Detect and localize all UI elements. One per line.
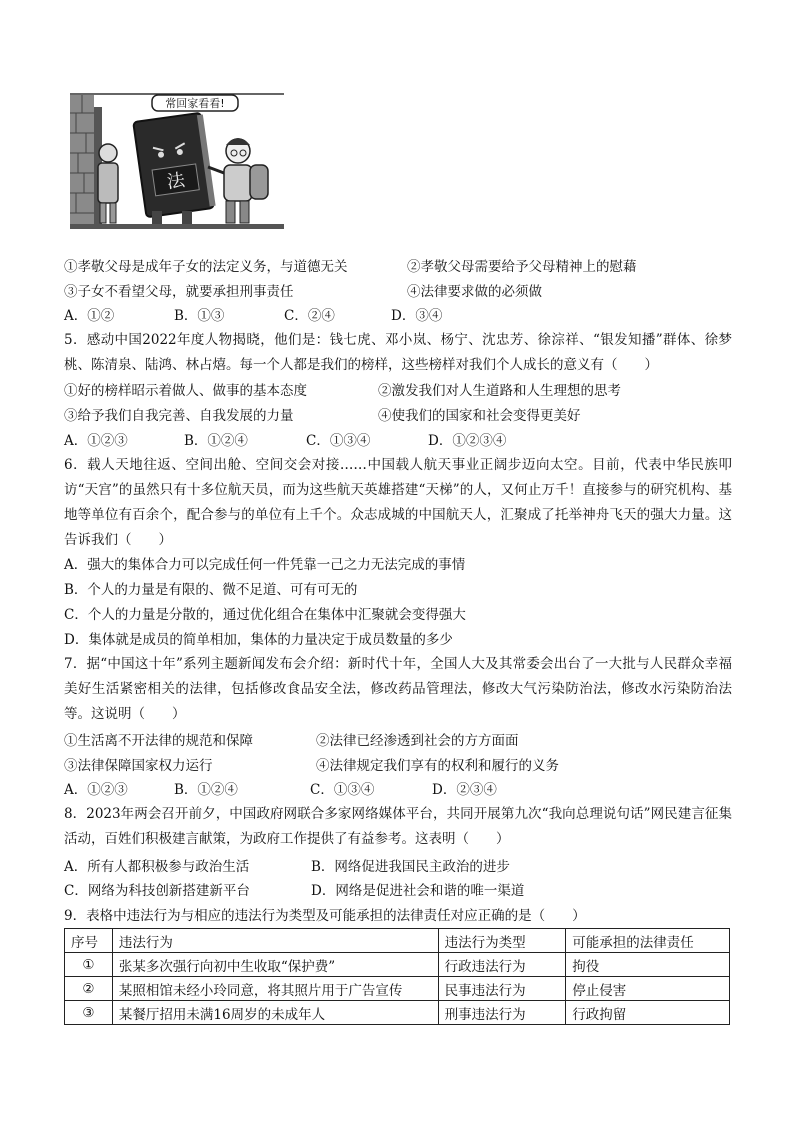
table-cell: 张某多次强行向初中生收取“保护费”	[112, 953, 438, 977]
q5-options	[64, 432, 506, 450]
q8-option-c[interactable]: C．网络为科技创新搭建新平台	[64, 883, 250, 899]
q7-item-1: ①生活离不开法律的规范和保障	[64, 733, 253, 749]
q7-option-a[interactable]: A．①②③	[64, 782, 128, 798]
q7-item-4: ④法律规定我们享有的权利和履行的义务	[316, 758, 559, 774]
q6-stem: 6．载人天地往返、空间出舱、空间交会对接……中国载人航天事业正阔步迈向太空。目前，代表中华民族叩访“天宫”的虽然只有十多位航天员，而为这些航天英雄搭建“天梯”的人，又何止万千！直接参与的研究机构、基地等单位有百余个，配合参与的单位有上千个。众志成城的中国航天人，汇聚成了托举神舟飞天的强大力量。这告诉我们（ ）	[64, 457, 732, 548]
table-header-cell: 序号	[65, 929, 113, 953]
q4-item-3: ③子女不看望父母，就要承担刑事责任	[64, 284, 294, 300]
cartoon-speech-text: 常回家看看!	[165, 97, 225, 110]
table-cell: 民事违法行为	[438, 977, 566, 1001]
q5-item-1: ①好的榜样昭示着做人、做事的基本态度	[64, 383, 307, 399]
q7-option-c[interactable]: C．①③④	[310, 782, 375, 798]
table-header-cell: 违法行为	[112, 929, 438, 953]
cartoon-illustration	[70, 93, 284, 229]
q7-stem: 7．据“中国这十年”系列主题新闻发布会介绍：新时代十年，全国人大及其常委会出台了一大批与人民群众幸福美好生活紧密相关的法律，包括修改食品安全法，修改药品管理法，修改大气污染防治法，修改水污染防治法等。这说明（ ）	[64, 656, 732, 722]
q4-item-4: ④法律要求做的必须做	[407, 284, 542, 300]
table-cell: 行政违法行为	[438, 953, 566, 977]
table-header-cell: 可能承担的法律责任	[566, 929, 730, 953]
table-cell: ③	[65, 1001, 113, 1025]
cartoon-book-label: 法	[165, 169, 187, 194]
q7-item-3: ③法律保障国家权力运行	[64, 758, 213, 774]
table-header-row	[65, 929, 730, 953]
q4-item-2: ②孝敬父母需要给予父母精神上的慰藉	[407, 259, 637, 275]
q5-item-4: ④使我们的国家和社会变得更美好	[378, 408, 581, 424]
q4-option-a[interactable]: A．①②	[64, 308, 115, 324]
table-cell: 停止侵害	[566, 977, 730, 1001]
q5-option-a[interactable]: A．①②③	[64, 433, 128, 449]
q9-stem: 9．表格中违法行为与相应的违法行为类型及可能承担的法律责任对应正确的是（ ）	[64, 908, 586, 924]
q5-stem: 5．感动中国2022年度人物揭晓，他们是：钱七虎、邓小岚、杨宁、沈忠芳、徐淙祥、“银发知播”群体、徐梦桃、陈清泉、陆鸿、林占熺。每一个人都是我们的榜样，这些榜样对我们个人成长的意义有（ ）	[64, 332, 732, 373]
table-header-cell: 违法行为类型	[438, 929, 566, 953]
q6-option-b[interactable]: B．个人的力量是有限的、微不足道、可有可无的	[64, 582, 358, 598]
q5-item-3: ③给予我们自我完善、自我发展的力量	[64, 408, 294, 424]
q7-options	[64, 781, 497, 799]
q5-option-c[interactable]: C．①③④	[306, 433, 371, 449]
q4-item-1: ①孝敬父母是成年子女的法定义务，与道德无关	[64, 259, 348, 275]
q4-option-c[interactable]: C．②④	[284, 308, 335, 324]
q4-option-d[interactable]: D．③④	[391, 308, 443, 324]
q8-option-a[interactable]: A．所有人都积极参与政治生活	[64, 859, 250, 875]
table-cell: 某照相馆未经小玲同意，将其照片用于广告宣传	[112, 977, 438, 1001]
table-cell: 某餐厅招用未满16周岁的未成年人	[112, 1001, 438, 1025]
q4-option-b[interactable]: B．①③	[174, 308, 225, 324]
q8-option-b[interactable]: B．网络促进我国民主政治的进步	[311, 859, 510, 875]
q5-option-b[interactable]: B．①②④	[184, 433, 248, 449]
table-row	[65, 953, 730, 977]
q7-option-b[interactable]: B．①②④	[174, 782, 238, 798]
table-cell: 拘役	[566, 953, 730, 977]
table-cell: 刑事违法行为	[438, 1001, 566, 1025]
table-cell: ②	[65, 977, 113, 1001]
q7-item-2: ②法律已经渗透到社会的方方面面	[316, 733, 519, 749]
q5-item-2: ②激发我们对人生道路和人生理想的思考	[378, 383, 621, 399]
q4-options	[64, 307, 442, 325]
q6-option-d[interactable]: D．集体就是成员的简单相加，集体的力量决定于成员数量的多少	[64, 632, 453, 648]
q5-option-d[interactable]: D．①②③④	[428, 433, 507, 449]
q9-table	[64, 928, 730, 1025]
table-cell: ①	[65, 953, 113, 977]
q7-option-d[interactable]: D．②③④	[432, 782, 497, 798]
q6-option-c[interactable]: C．个人的力量是分散的，通过优化组合在集体中汇聚就会变得强大	[64, 607, 466, 623]
q8-stem: 8．2023年两会召开前夕，中国政府网联合多家网络媒体平台，共同开展第九次“我向总理说句话”网民建言征集活动，百姓们积极建言献策，为政府工作提供了有益参考。这表明（ ）	[64, 806, 732, 847]
table-row	[65, 977, 730, 1001]
table-row	[65, 1001, 730, 1025]
q6-option-a[interactable]: A．强大的集体合力可以完成任何一件凭靠一己之力无法完成的事情	[64, 557, 466, 573]
q8-option-d[interactable]: D．网络是促进社会和谐的唯一渠道	[311, 883, 525, 899]
table-cell: 行政拘留	[566, 1001, 730, 1025]
